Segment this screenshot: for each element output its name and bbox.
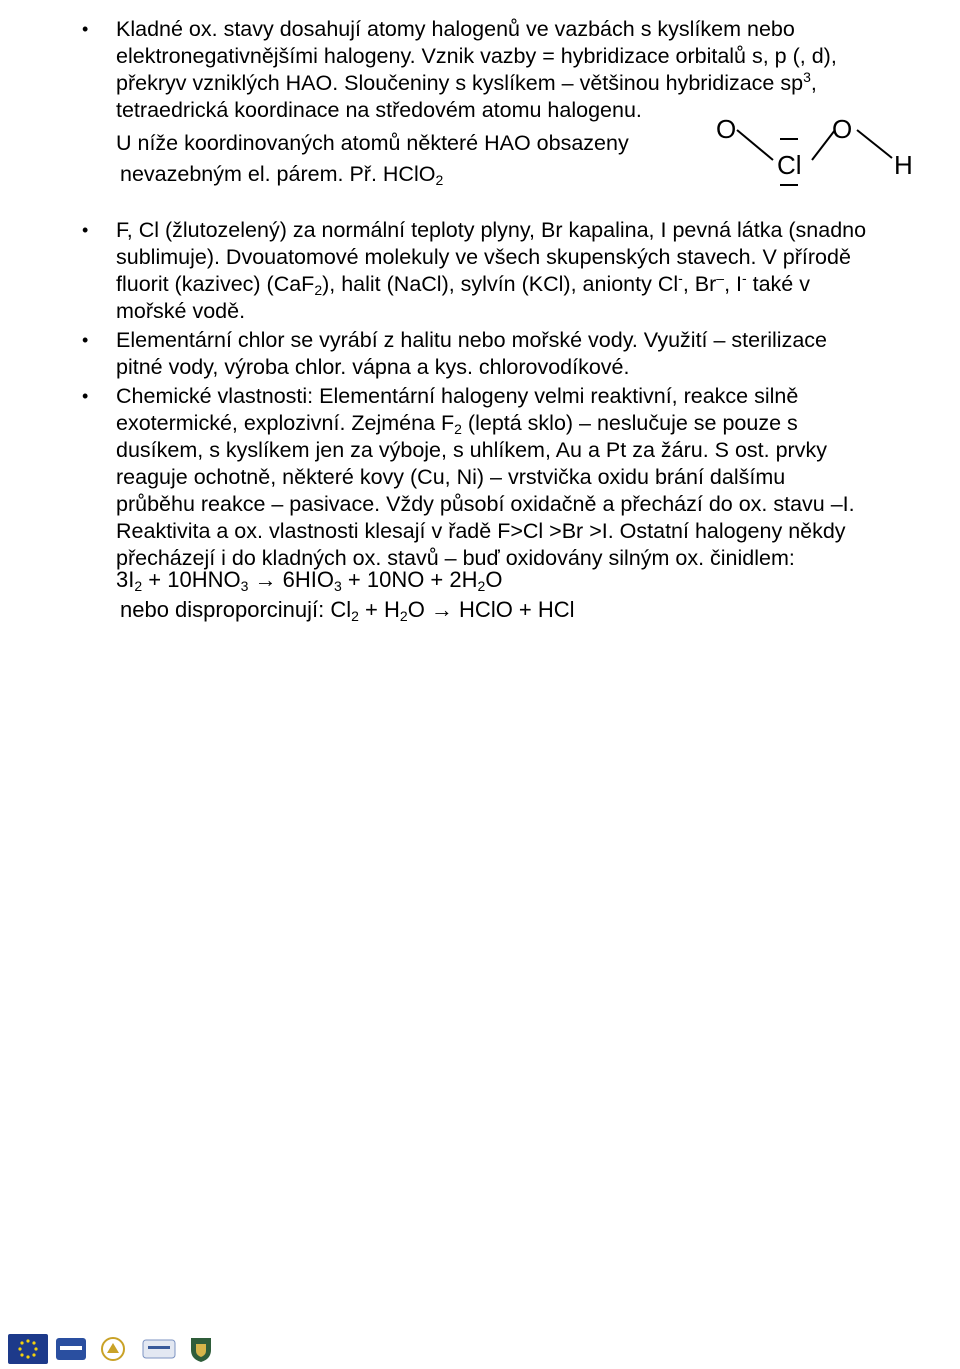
p2-sup: - xyxy=(678,270,683,286)
p1-sub: 2 xyxy=(435,172,444,188)
eq2-text: O → HClO + HCl xyxy=(407,597,575,622)
p2-text: , Br xyxy=(682,272,717,296)
p4-line: Chemické vlastnosti: Elementární halogeny velmi reaktivní, reakce silně xyxy=(116,384,799,408)
bond-o2-h xyxy=(857,130,892,158)
p1-text: překryv vzniklých HAO. Sloučeniny s kyslíkem – většinou hybridizace sp xyxy=(116,71,804,95)
p4-sub: 2 xyxy=(454,421,462,437)
p1-line xyxy=(116,70,936,97)
p2-text: , I xyxy=(724,272,742,296)
eq2-sub: 2 xyxy=(399,608,408,624)
atom-chlorine: Cl xyxy=(777,150,802,180)
p2-line: F, Cl (žlutozelený) za normální teploty plyny, Br kapalina, I pevná látka (snadno xyxy=(116,218,867,242)
bullet-2: • xyxy=(82,220,89,240)
p3-line: Elementární chlor se vyrábí z halitu nebo mořské vody. Využití – sterilizace xyxy=(116,328,828,352)
atom-oxygen-2: O xyxy=(832,114,853,144)
p4-text: (leptá sklo) – neslučuje se pouze s xyxy=(461,411,798,435)
ministry-logo xyxy=(94,1334,132,1364)
university-logo xyxy=(186,1334,216,1364)
p1-line: Kladné ox. stavy dosahují atomy halogenů ve vazbách s kyslíkem nebo xyxy=(116,17,795,41)
eu-stars-icon xyxy=(8,1334,48,1364)
p4-line: dusíkem, s kyslíkem jen za výboje, s uhlíkem, Au a Pt za žáru. S ost. prvky xyxy=(116,438,827,462)
eq1-text: 3I xyxy=(116,567,135,592)
paragraph-chemical-properties xyxy=(116,383,936,572)
footer-logo-strip xyxy=(0,662,960,716)
bullet-1: • xyxy=(82,19,89,39)
eq2-text: nebo disproporcinují: Cl xyxy=(120,597,352,622)
eq1-sub: 2 xyxy=(477,578,486,594)
esf-logo xyxy=(54,1334,88,1364)
p3-line: pitné vody, výroba chlor. vápna a kys. chlorovodíkové. xyxy=(116,355,630,379)
eq2-sub: 2 xyxy=(351,608,359,624)
p1-line: elektronegativnějšími halogeny. Vznik vazby = hybridizace orbitalů s, p (, d), xyxy=(116,44,837,68)
p4-line: Reaktivita a ox. vlastnosti klesají v řadě F>Cl >Br >I. Ostatní halogeny někdy xyxy=(116,519,846,543)
eq1-arrow: → xyxy=(248,567,283,592)
bullet-3: • xyxy=(82,330,89,350)
atom-hydrogen: H xyxy=(894,150,913,180)
p1-line: U níže koordinovaných atomů některé HAO obsazeny xyxy=(116,131,629,155)
lone-pair-top xyxy=(780,138,798,140)
p4-text: exotermické, explozivní. Zejména F xyxy=(116,411,455,435)
p4-line: průběhu reakce – pasivace. Vždy působí oxidačně a přechází do ox. stavu –I. xyxy=(116,492,855,516)
bond-cl-o2 xyxy=(812,130,835,160)
eq2-text: + H xyxy=(358,597,400,622)
equation-iodine-oxidation xyxy=(116,566,936,593)
p1-sup: 3 xyxy=(803,69,811,85)
p1-line: tetraedrická koordinace na středovém atomu halogenu. xyxy=(116,98,642,122)
eu-flag-logo xyxy=(8,1334,48,1364)
eq1-text: 6HIO xyxy=(282,567,334,592)
p4-line xyxy=(116,410,936,437)
bond-o1-cl xyxy=(737,130,773,160)
eq1-text: + 10NO + 2H xyxy=(341,567,478,592)
eq1-sub: 3 xyxy=(333,578,342,594)
equation-chlorine-disproportionation xyxy=(120,596,940,623)
op-mark-icon xyxy=(140,1334,178,1364)
p4-line: přecházejí i do kladných ox. stavů – buď oxidovány silným ox. činidlem: xyxy=(116,546,795,570)
p1-text: nevazebným el. párem. Př. HClO xyxy=(120,162,436,186)
esf-mark-icon xyxy=(54,1334,88,1364)
p1-text: , xyxy=(810,71,817,95)
p2-text: ), halit (NaCl), sylvín (KCl), anionty Cl xyxy=(322,272,679,296)
bond-lines xyxy=(700,110,920,200)
op-logo xyxy=(140,1334,178,1364)
atom-oxygen-1: O xyxy=(716,114,737,144)
p2-line xyxy=(116,271,936,298)
p2-line: sublimuje). Dvouatomové molekuly ve všech skupenských stavech. V přírodě xyxy=(116,245,851,269)
p2-line: mořské vodě. xyxy=(116,299,246,323)
paragraph-production xyxy=(116,327,936,381)
eq1-text: O xyxy=(485,567,503,592)
eq1-sub: 2 xyxy=(134,578,143,594)
eq1-sub: 3 xyxy=(240,578,249,594)
ministry-lion-icon xyxy=(94,1334,132,1364)
p2-text: také v xyxy=(746,272,810,296)
lone-pair-bottom xyxy=(780,184,798,186)
eq1-text: + 10HNO xyxy=(142,567,241,592)
p2-text: fluorit (kazivec) (CaF xyxy=(116,272,315,296)
p2-sup: - xyxy=(741,270,747,286)
university-shield-icon xyxy=(186,1334,216,1364)
p2-sup: – xyxy=(716,270,725,286)
p2-sub: 2 xyxy=(314,282,323,298)
paragraph-physical-properties xyxy=(116,217,936,325)
bullet-4: • xyxy=(82,386,89,406)
p4-line: reaguje ochotně, některé kovy (Cu, Ni) – vrstvička oxidu brání dalšímu xyxy=(116,465,786,489)
